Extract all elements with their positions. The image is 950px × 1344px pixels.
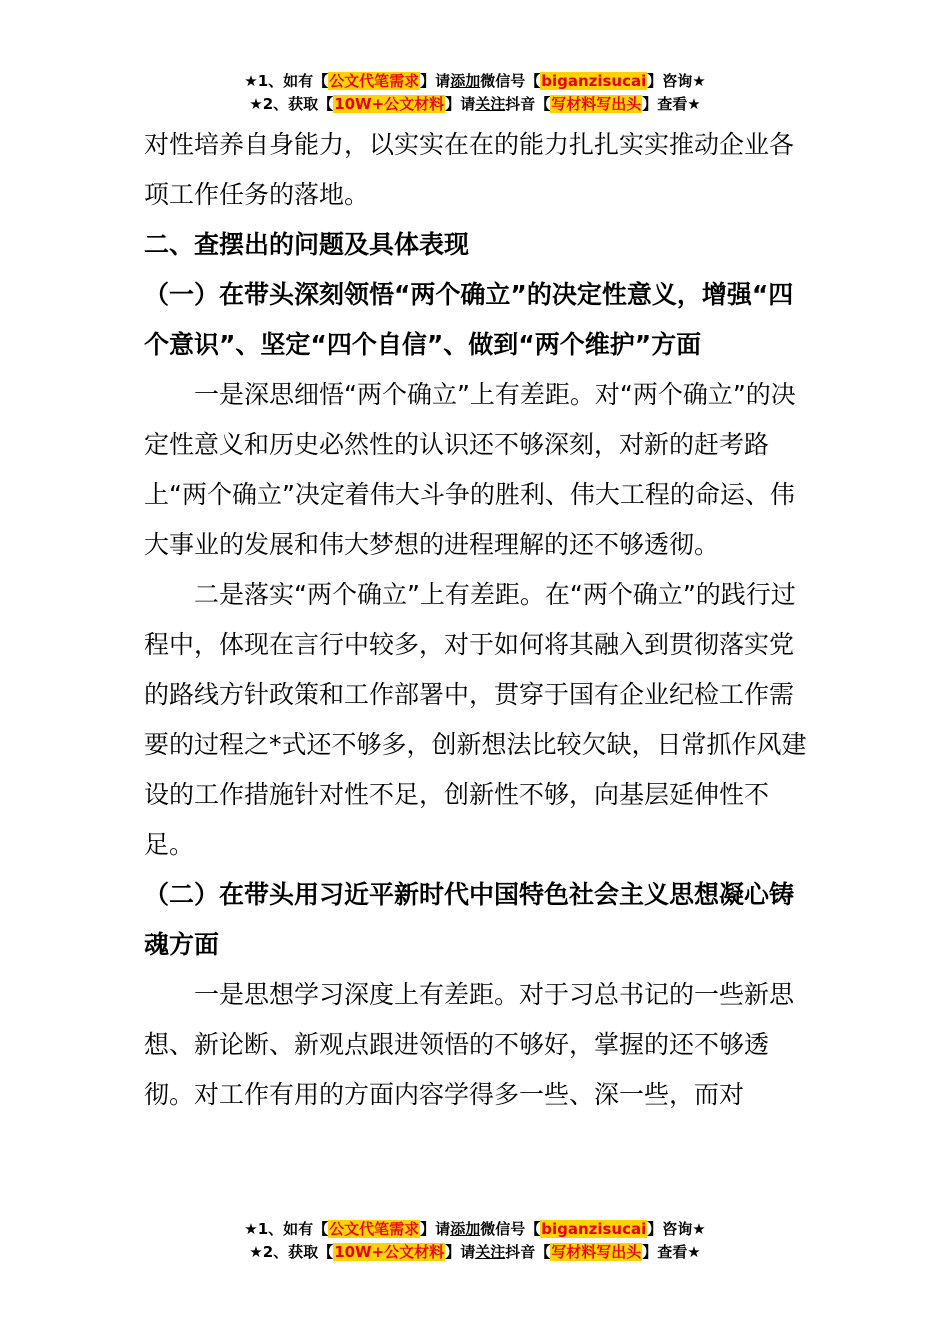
- banner-text: ★2、获取【: [249, 1243, 334, 1261]
- banner-text: 】咨询★: [647, 72, 706, 90]
- banner-highlight: 10W+公文材料: [334, 1243, 445, 1261]
- banner-line-1: [0, 1218, 950, 1241]
- banner-text: 微信号【: [480, 72, 541, 90]
- banner-highlight: 写材料写出头: [551, 95, 642, 113]
- banner-highlight: 10W+公文材料: [334, 95, 445, 113]
- subsection-heading-1: （一）在带头深刻领悟“两个确立”的决定性意义，增强“四个意识”、坚定“四个自信”、做到“两个维护”方面: [144, 280, 794, 359]
- banner-highlight: biganzisucai: [541, 1220, 647, 1238]
- banner-text: 】查看★: [642, 95, 701, 113]
- banner-highlight: biganzisucai: [541, 72, 647, 90]
- top-banner: [0, 70, 950, 116]
- banner-text: 微信号【: [480, 1220, 541, 1238]
- banner-text: ★1、如有【: [244, 1220, 329, 1238]
- banner-text: 】请: [445, 95, 476, 113]
- banner-line-2: [0, 93, 950, 116]
- paragraph-continued: 对性培养自身能力，以实实在在的能力扎扎实实推动企业各项工作任务的落地。: [144, 130, 795, 209]
- banner-line-2: [0, 1241, 950, 1264]
- banner-text: 抖音【: [505, 1243, 551, 1261]
- banner-text: 】请: [445, 1243, 476, 1261]
- banner-highlight: 公文代笔需求: [329, 72, 420, 90]
- document-body: [144, 120, 808, 1120]
- paragraph: 一是思想学习深度上有差距。对于习总书记的一些新思想、新论断、新观点跟进领悟的不够好，掌握的还不够透彻。对工作有用的方面内容学得多一些、深一些，而对: [144, 980, 795, 1109]
- banner-highlight: 写材料写出头: [551, 1243, 642, 1261]
- banner-text: 】查看★: [642, 1243, 701, 1261]
- banner-text: 】请: [420, 1220, 451, 1238]
- bottom-banner: [0, 1218, 950, 1264]
- banner-underline-text: 添加: [450, 72, 481, 90]
- paragraph: 一是深思细悟“两个确立”上有差距。对“两个确立”的决定性意义和历史必然性的认识还不够深刻，对新的赶考路上“两个确立”决定着伟大斗争的胜利、伟大工程的命运、伟大事业的发展和伟大梦想的进程理解的还不够透彻。: [144, 380, 796, 559]
- banner-underline-text: 关注: [475, 95, 506, 113]
- banner-text: 抖音【: [505, 95, 551, 113]
- banner-line-1: [0, 70, 950, 93]
- banner-underline-text: 添加: [450, 1220, 481, 1238]
- section-heading: 二、查摆出的问题及具体表现: [144, 230, 470, 259]
- subsection-heading-2: （二）在带头用习近平新时代中国特色社会主义思想凝心铸魂方面: [144, 880, 795, 959]
- banner-highlight: 公文代笔需求: [329, 1220, 420, 1238]
- banner-text: ★1、如有【: [244, 72, 329, 90]
- banner-text: 】请: [420, 72, 451, 90]
- banner-text: ★2、获取【: [249, 95, 334, 113]
- banner-underline-text: 关注: [475, 1243, 506, 1261]
- paragraph: 二是落实“两个确立”上有差距。在“两个确立”的践行过程中，体现在言行中较多，对于如何将其融入到贯彻落实党的路线方针政策和工作部署中，贯穿于国有企业纪检工作需要的过程之*式还不够多，创新想法比较欠缺，日常抓作风建设的工作措施针对性不足，创新性不够，向基层延伸性不足。: [144, 580, 807, 859]
- banner-text: 】咨询★: [647, 1220, 706, 1238]
